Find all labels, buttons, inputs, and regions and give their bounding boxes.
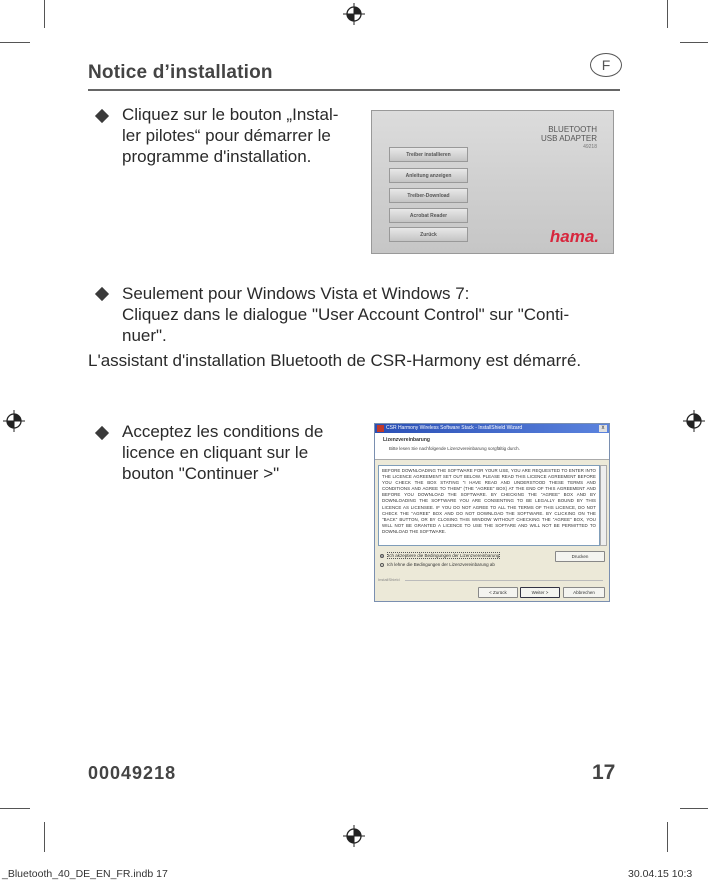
install-driver-button[interactable]: Treiber installieren [389,147,468,162]
step-3-text [122,421,323,484]
registration-mark-bottom [343,825,365,847]
registration-mark-left [3,410,25,432]
back-wizard-button[interactable]: < Zurück [478,587,518,598]
cancel-button[interactable]: Abbrechen [563,587,605,598]
slug-date: 30.04.15 10:3 [628,868,693,880]
print-button[interactable]: Drucken [555,551,605,562]
language-badge: F [590,53,622,77]
step-2-line-3: nuer". [122,326,167,345]
radio-selected-icon [380,554,384,558]
divider [405,580,603,581]
hama-logo: hama. [549,227,599,246]
step-1-line-1: Cliquez sur le bouton „Instal- [122,105,339,124]
header-rule [88,89,620,91]
accept-radio[interactable]: Ich akzeptiere die Bedingungen der Lizenzvereinbarung [380,553,500,558]
decline-radio[interactable]: Ich lehne die Bedingungen der Lizenzvereinbarung ab [380,562,495,567]
app-icon [377,425,384,432]
wizard-subheading: Bitte lesen Sie nachfolgende Lizenzvereinbarung sorgfältig durch. [389,446,520,451]
driver-download-button[interactable]: Treiber-Download [389,188,468,203]
step-2-line-2: Cliquez dans le dialogue "User Account Control" sur "Conti- [122,305,570,324]
registration-mark-right [683,410,705,432]
installshield-label: InstallShield [378,577,400,582]
page-title: Notice d’installation [88,62,273,83]
diamond-bullet-icon [95,109,109,123]
diamond-bullet-icon [95,287,109,301]
slug-filename: _Bluetooth_40_DE_EN_FR.indb 17 [2,868,168,880]
step-3-line-2: licence en cliquant sur le [122,443,309,462]
wizard-titlebar [375,424,609,433]
diamond-bullet-icon [95,426,109,440]
wizard-heading: Lizenzvereinbarung [383,437,430,443]
step-3-line-1: Acceptez les conditions de [122,422,324,441]
radio-unselected-icon [380,563,384,567]
step-2-line-1: Seulement pour Windows Vista et Windows 7: [122,284,470,303]
close-icon[interactable]: x [599,425,607,432]
page-number: 17 [592,761,616,784]
wizard-header [375,433,609,460]
setup-screenshot [371,110,614,254]
registration-mark-top [343,3,365,25]
product-sku: 49218 [583,144,597,150]
step-1-text [122,104,338,167]
acrobat-reader-button[interactable]: Acrobat Reader [389,208,468,223]
step-3-line-3: bouton "Continuer >" [122,464,280,483]
install-started-note: L'assistant d'installation Bluetooth de CSR-Harmony est démarré. [88,351,582,370]
step-1-line-2: ler pilotes“ pour démarrer le [122,126,331,145]
next-button[interactable]: Weiter > [520,587,560,598]
installshield-wizard-window [374,423,610,602]
show-manual-button[interactable]: Anleitung anzeigen [389,168,468,183]
back-button[interactable]: Zurück [389,227,468,242]
product-name: BLUETOOTH USB ADAPTER [540,125,597,143]
step-2-text [122,283,569,346]
wizard-title: CSR Harmony Wireless Software Stack - InstallShield Wizard [386,425,523,431]
license-textbox[interactable]: BEFORE DOWNLOADING THE SOFTWARE FOR YOUR USE, YOU ARE REQUESTED TO ENTER INTO THE LICENCE AGREEMENT SET OUT BELOW. PLEASE READ THIS LICENCE AGREEMENT BEFORE YOU CHECK THE BOX STATING "I HAVE READ AND UNDERSTOOD THESE TERMS AND CONDITIONS AND AGREE TO THEM" (THE "AGREE" BOX) AT THE END OF THIS AGREEMENT AND BEFORE YOU DOWNLOAD THE SOFTWARE. BY CHECKING THE "AGREE" BOX AND BY DOWNLOADING THE SOFTWARE YOU ARE CONSENTING TO BE LEGALLY BOUND BY THIS LICENCE AS LICENSEE. IF YOU DO NOT AGREE TO ALL THE TERMS OF THIS LICENCE, DO NOT CHECK THE "AGREE" BOX AND DO NOT DOWNLOAD THE SOFTWARE. BY CLICKING ON THE "BACK" BUTTON, OR BY CLOSING THIS WINDOW WITHOUT CHECKING THE "AGREE" BOX, YOU WILL NOT BE GRANTED A LICENCE TO USE THE SOFTARE AND WILL NOT BE PERMITTED TO DOWNLOAD THE SOFTWARE. [378,465,600,546]
step-1-line-3: programme d'installation. [122,147,312,166]
product-code: 00049218 [88,763,177,783]
license-scrollbar[interactable] [600,465,607,546]
